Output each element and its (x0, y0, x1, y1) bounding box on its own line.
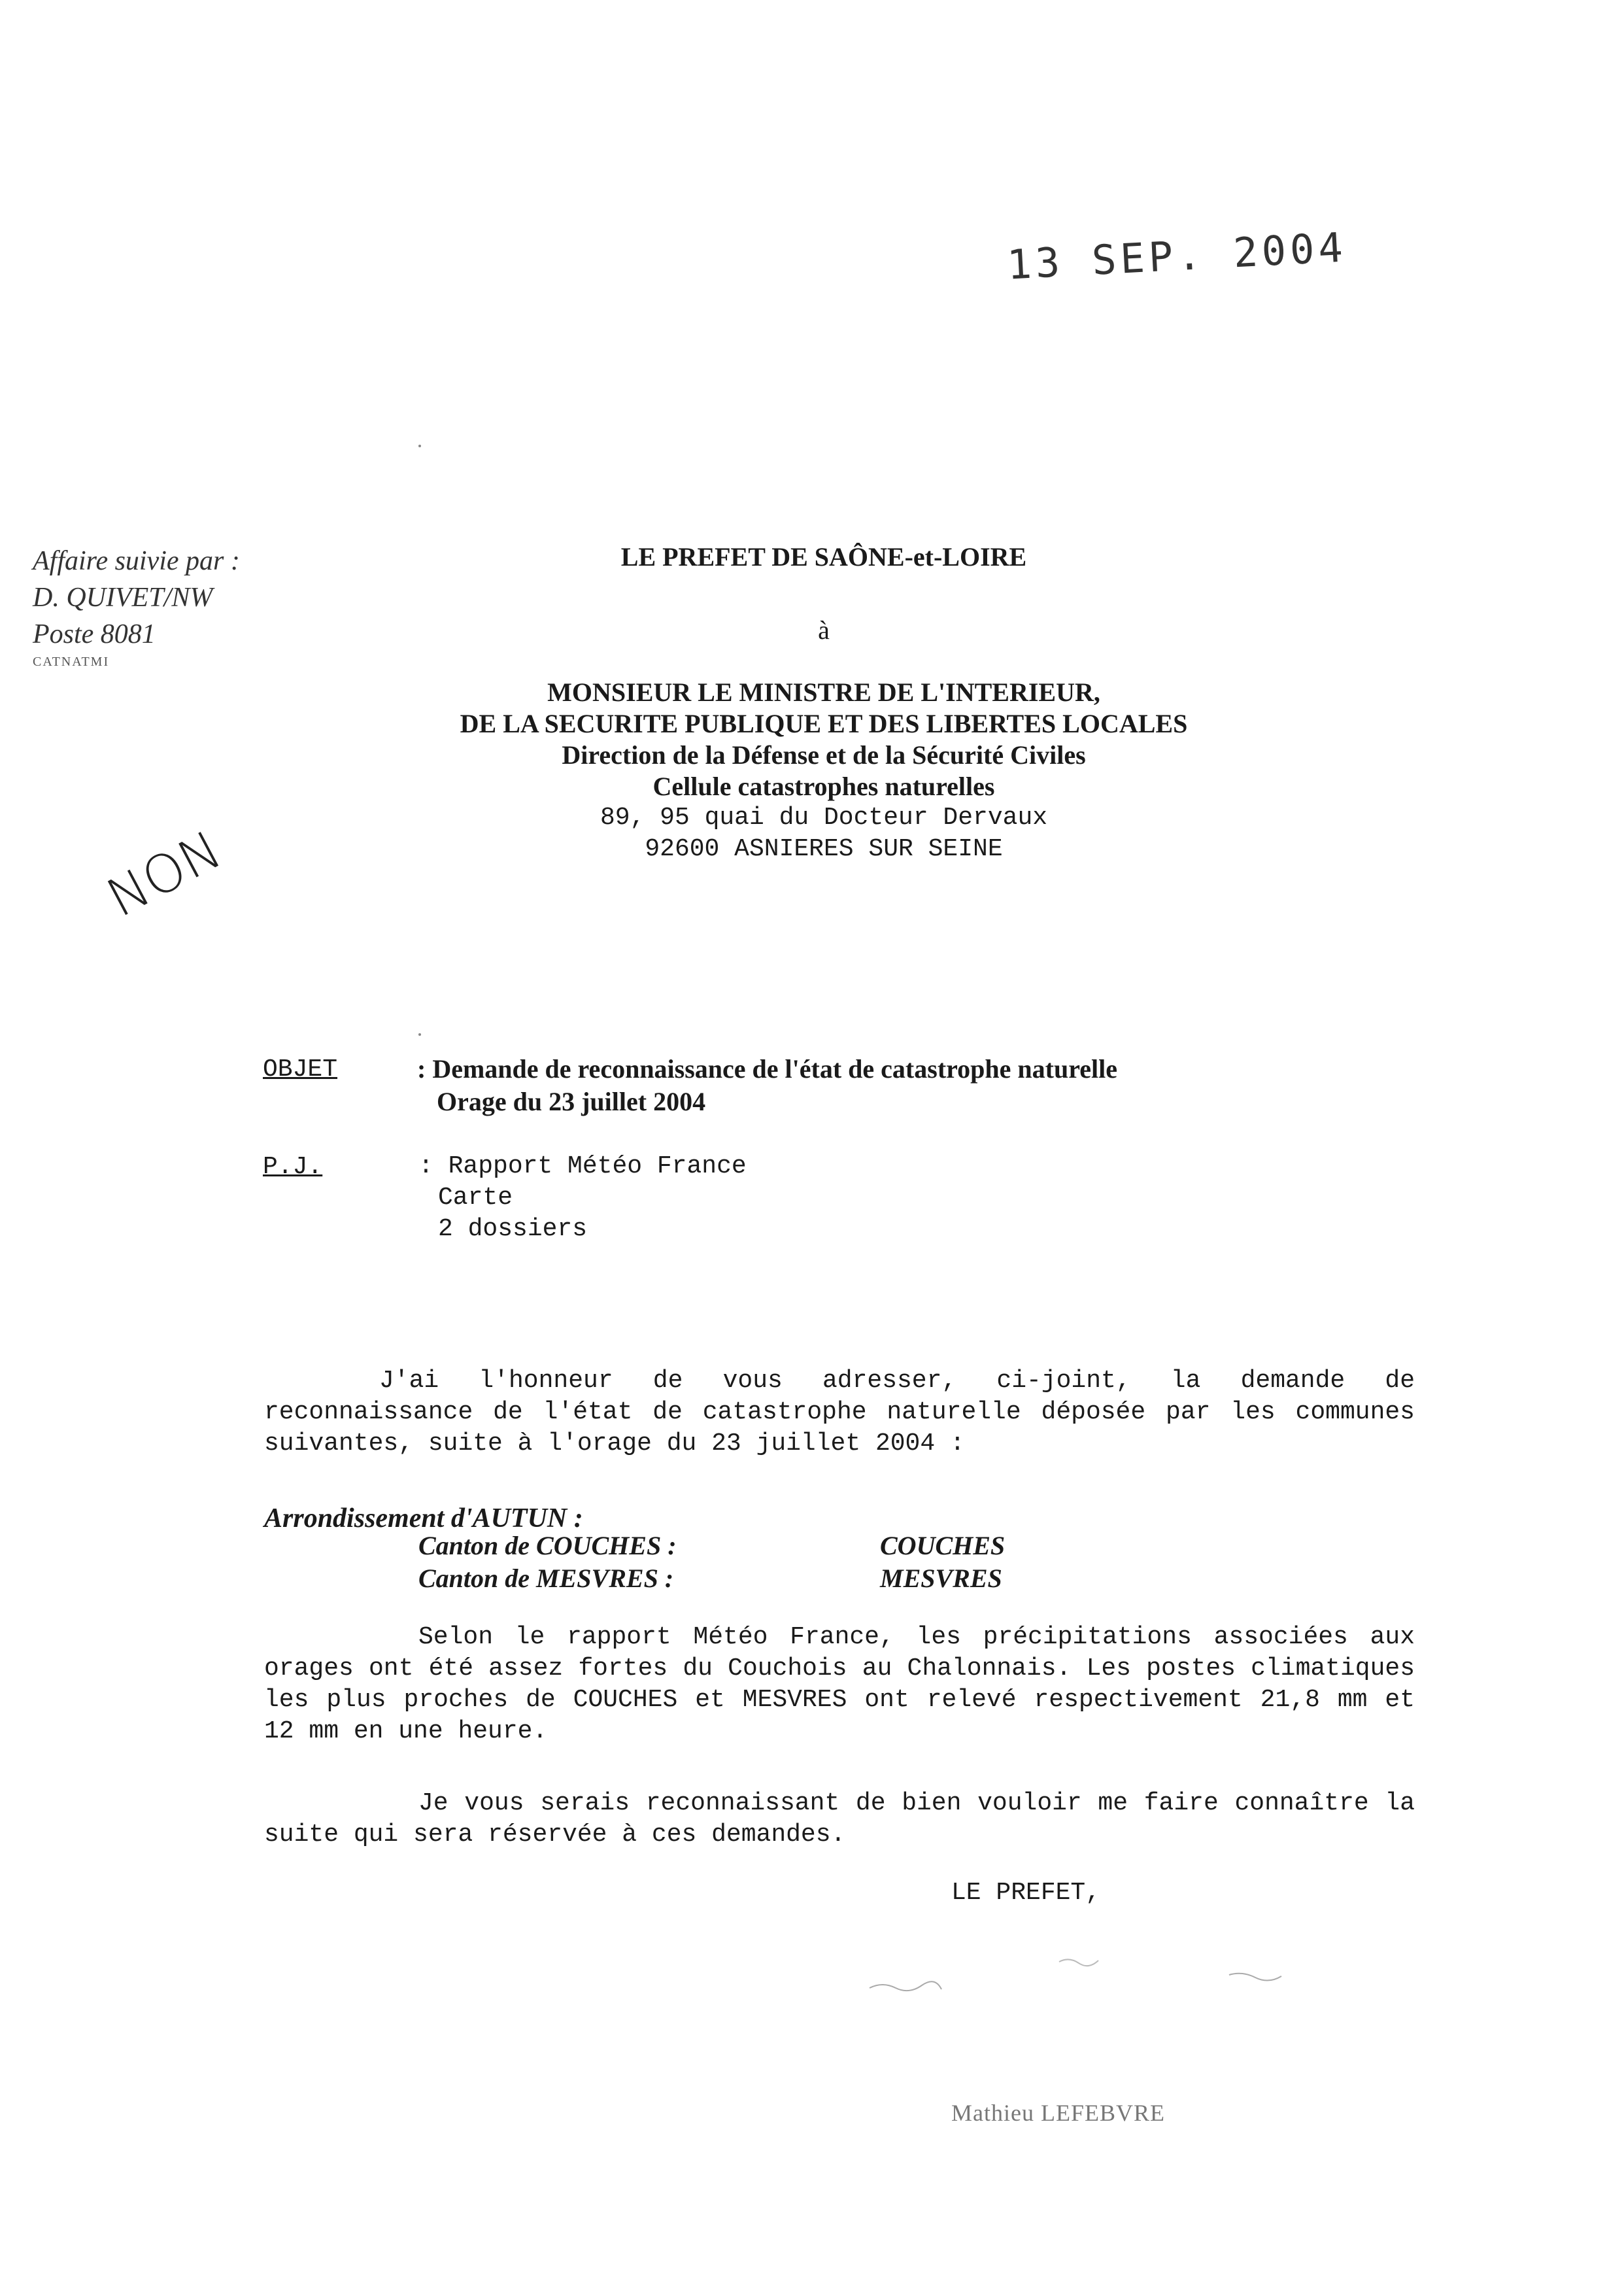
addressee-line-2: DE LA SECURITE PUBLIQUE ET DES LIBERTES LOCALES (460, 709, 1188, 738)
addressee-block (196, 677, 1451, 865)
affaire-ref: CATNATMI (33, 655, 110, 669)
scan-dot (418, 1033, 421, 1036)
received-date-stamp: 13 SEP. 2004 (1006, 223, 1348, 289)
handwritten-non-annotation: NON (97, 819, 231, 929)
pj-item-1: : Rapport Météo France (418, 1152, 747, 1180)
body-paragraph-2: Selon le rapport Météo France, les précipitations associées aux orages ont été assez fortes du Couchois au Chalonnais. Les postes climatiques les plus proches de COUCHES et MESVRES ont relevé respectivement 21,8 mm et 12 mm en une heure. (264, 1623, 1415, 1745)
pj-label: P.J. (263, 1153, 323, 1181)
affaire-contact: D. QUIVET/NW (33, 583, 213, 613)
signatory-name: Mathieu LEFEBVRE (951, 2100, 1165, 2126)
addressee-line-4: Cellule catastrophes naturelles (652, 772, 995, 801)
commune-mesvres: MESVRES (880, 1564, 1002, 1593)
sender-heading: LE PREFET DE SAÔNE-et-LOIRE (620, 542, 1027, 572)
objet-line-1: : Demande de reconnaissance de l'état de catastrophe naturelle (417, 1054, 1117, 1084)
objet-text (417, 1053, 1463, 1118)
affaire-poste: Poste 8081 (33, 619, 156, 649)
arrondissement-heading: Arrondissement d'AUTUN : (264, 1503, 583, 1533)
objet-label: OBJET (263, 1055, 338, 1084)
addressee-city: 92600 ASNIERES SUR SEINE (645, 835, 1003, 863)
canton-label-mesvres: Canton de MESVRES : (418, 1564, 674, 1593)
body-paragraph-3: Je vous serais reconnaissant de bien vouloir me faire connaître la suite qui sera réservée à ces demandes. (264, 1789, 1415, 1849)
body-paragraph-1: J'ai l'honneur de vous adresser, ci-joint, la demande de reconnaissance de l'état de catastrophe naturelle déposée par les communes suivantes, suite à l'orage du 23 juillet 2004 : (264, 1367, 1415, 1458)
canton-label-couches: Canton de COUCHES : (418, 1531, 677, 1560)
faint-signature-mark (863, 1936, 1334, 2014)
commune-couches: COUCHES (880, 1531, 1006, 1560)
addressee-street: 89, 95 quai du Docteur Dervaux (600, 804, 1048, 832)
addressee-line-1: MONSIEUR LE MINISTRE DE L'INTERIEUR, (547, 677, 1100, 707)
to-word: à (818, 615, 830, 645)
signature-title: LE PREFET, (951, 1879, 1101, 1907)
objet-line-2: Orage du 23 juillet 2004 (437, 1087, 706, 1116)
pj-item-3: 2 dossiers (438, 1215, 588, 1243)
pj-list (418, 1151, 1203, 1245)
affaire-label: Affaire suivie par : (33, 546, 240, 576)
scan-dot (418, 445, 421, 447)
addressee-line-3: Direction de la Défense et de la Sécurité Civiles (562, 740, 1086, 770)
pj-item-2: Carte (438, 1184, 513, 1212)
